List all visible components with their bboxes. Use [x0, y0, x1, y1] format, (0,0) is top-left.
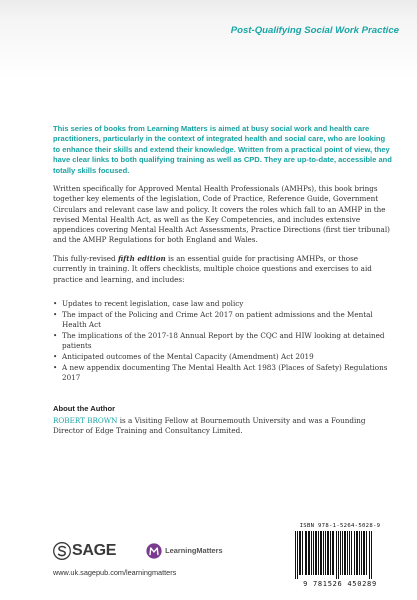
series-intro: This series of books from Learning Matters is aimed at busy social work and health care practitioners, particularly in the context of integrated health and social care, who are looking to enhance their skills and extend their knowledge. Written from a practical point of view, they have clear links to both qualifying training as well as CPD. They are up-to-date, accessible and totally skills focused. — [53, 124, 392, 175]
learning-matters-m-icon — [146, 543, 162, 559]
list-item-text: The implications of the 2017-18 Annual Report by the CQC and HIW looking at detained patients — [62, 330, 385, 350]
bullet-icon: • — [53, 351, 58, 361]
edition-paragraph — [53, 254, 393, 285]
list-item-text: The impact of the Policing and Crime Act 2017 on patient admissions and the Mental Health Act — [62, 309, 373, 329]
isbn-barcode — [288, 521, 392, 591]
bullet-icon: • — [53, 309, 58, 319]
author-bio: is a Visiting Fellow at Bournemouth University and was a Founding Director of Edge Training and Consultancy Limited. — [53, 416, 366, 436]
list-item — [53, 363, 395, 383]
edition-text-after: is an essential guide for practising AMHPs, or those currently in training. It offers checklists, multiple choice questions and exercises to aid practice and learning, and includes: — [53, 254, 372, 284]
sage-wordmark: SAGE — [72, 542, 117, 559]
isbn-label: ISBN 978-1-5264-5028-9 — [299, 523, 381, 529]
about-author-heading: About the Author — [53, 404, 116, 413]
publisher-logos — [53, 541, 223, 561]
learning-matters-wordmark: LearningMatters — [165, 546, 223, 555]
list-item-text: A new appendix documenting The Mental Health Act 1983 (Places of Safety) Regulations 2017 — [62, 362, 388, 382]
barcode-bars — [294, 531, 386, 579]
ean-digits: 9 781526 450289 — [303, 580, 377, 588]
list-item — [53, 310, 395, 330]
learning-matters-logo — [146, 543, 223, 559]
description-paragraph: Written specifically for Approved Mental Health Professionals (AMHPs), this book brings together key elements of the legislation, Code of Practice, Reference Guide, Government Circulars and relevant case law and policy. It covers the roles which fall to an AMHP in the revised Mental Health Act, as well as the Key Competencies, and includes extensive appendices covering Mental Health Act Assessments, Practice Directions (first tier tribunal) and the AMHP Regulations for both England and Wales. — [53, 184, 390, 245]
edition-emphasis: fifth edition — [117, 254, 166, 263]
bullet-icon: • — [53, 299, 58, 308]
list-item-text: Updates to recent legislation, case law and policy — [62, 299, 244, 308]
sage-logo — [53, 542, 116, 560]
publisher-url: www.uk.sagepub.com/learningmatters — [53, 568, 177, 577]
about-author-text — [53, 416, 388, 437]
edition-text-before: This fully-revised — [53, 254, 118, 263]
list-item — [53, 299, 395, 309]
series-title: Post-Qualifying Social Work Practice — [230, 25, 399, 36]
sage-s-icon — [53, 542, 71, 560]
author-name: ROBERT BROWN — [53, 416, 118, 425]
bullet-icon: • — [53, 362, 58, 372]
list-item — [53, 352, 395, 362]
bullet-icon: • — [53, 330, 58, 340]
features-list — [53, 299, 395, 384]
list-item — [53, 331, 395, 351]
list-item-text: Anticipated outcomes of the Mental Capacity (Amendment) Act 2019 — [62, 351, 314, 361]
